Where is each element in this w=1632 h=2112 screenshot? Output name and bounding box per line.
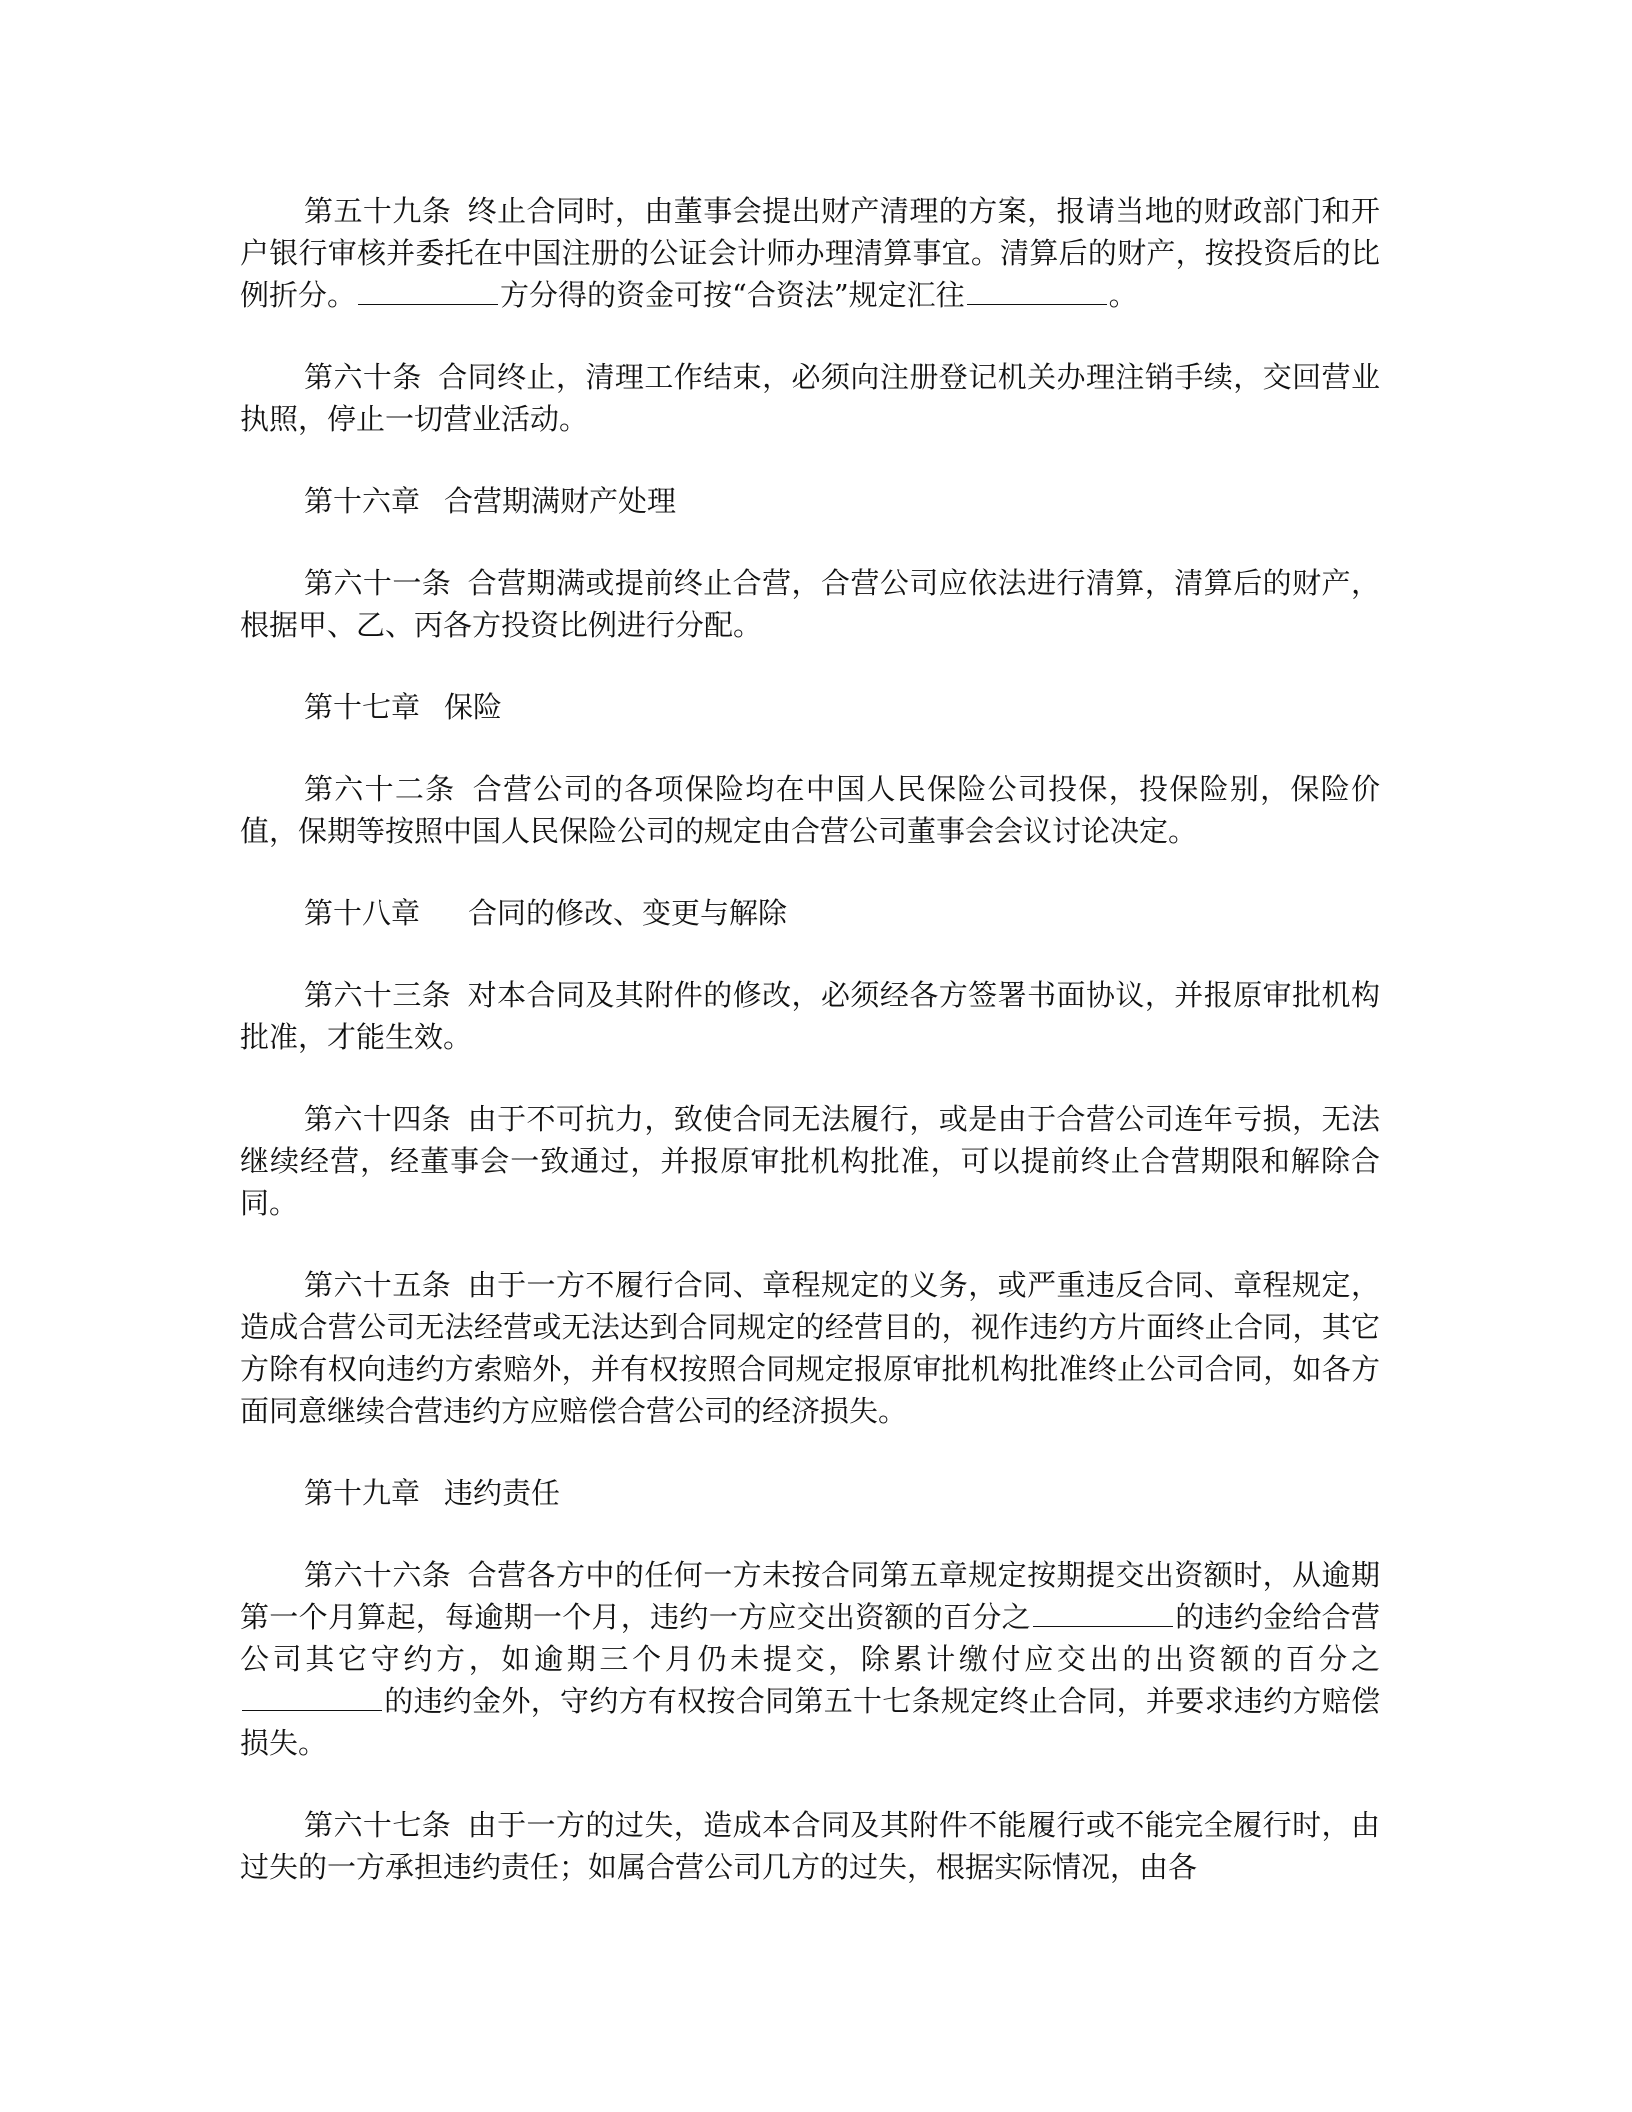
document-page (240, 190, 1380, 1928)
chapter-title: 违约责任 (444, 1476, 561, 1510)
article-text: 由于一方不履行合同、章程规定的义务，或严重违反合同、章程规定，造成合营公司无法经营或无法达到合同规定的经营目的，视作违约方片面终止合同，其它方除有权向违约方索赔外，并有权按照合同规定报原审批机构批准终止公司合同，如各方面同意继续合营违约方应赔偿合营公司的经济损失。 (240, 1268, 1380, 1428)
article-text: 的违约金给合营公司其它守约方，如逾期三个月仍未提交，除累计缴付应交出的出资额的百分之 (240, 1600, 1380, 1676)
article-text: 合营公司的各项保险均在中国人民保险公司投保，投保险别，保险价值，保期等按照中国人民保险公司的规定由合营公司董事会会议讨论决定。 (240, 772, 1380, 848)
article-label: 第六十条 (304, 360, 422, 394)
article-text: 对本合同及其附件的修改，必须经各方签署书面协议，并报原审批机构批准，才能生效。 (240, 978, 1380, 1054)
article-text: 合营期满或提前终止合营，合营公司应依法进行清算，清算后的财产，根据甲、乙、丙各方投资比例进行分配。 (240, 566, 1380, 642)
chapter-label: 第十八章 (304, 896, 421, 930)
chapter-label: 第十九章 (304, 1476, 421, 1510)
article-62 (240, 768, 1380, 852)
article-label: 第六十一条 (304, 566, 452, 600)
article-label: 第六十六条 (304, 1558, 452, 1592)
blank-line (358, 276, 498, 305)
article-61 (240, 562, 1380, 646)
chapter-label: 第十六章 (304, 484, 421, 518)
article-text: 合营各方中的任何一方未按合同第五章规定按期提交出资额时，从逾期第一个月算起，每逾期一个月，违约一方应交出资额的百分之 (240, 1558, 1380, 1634)
blank-line (1033, 1598, 1173, 1627)
blank-line (242, 1682, 382, 1711)
article-text: 由于一方的过失，造成本合同及其附件不能履行或不能完全履行时，由过失的一方承担违约责任；如属合营公司几方的过失，根据实际情况，由各 (240, 1808, 1380, 1884)
article-label: 第六十五条 (304, 1268, 452, 1302)
chapter-title: 合同的修改、变更与解除 (468, 896, 788, 930)
chapter-17-heading (240, 686, 1380, 728)
article-59 (240, 190, 1380, 316)
chapter-19-heading (240, 1472, 1380, 1514)
article-text: 方分得的资金可按“合资法”规定汇往 (500, 278, 965, 312)
article-63 (240, 974, 1380, 1058)
article-label: 第六十四条 (304, 1102, 452, 1136)
chapter-label: 第十七章 (304, 690, 421, 724)
article-label: 第六十二条 (304, 772, 456, 806)
article-64 (240, 1098, 1380, 1224)
article-66 (240, 1554, 1380, 1764)
article-text: 的违约金外，守约方有权按合同第五十七条规定终止合同，并要求违约方赔偿损失。 (240, 1684, 1380, 1760)
article-text: 终止合同时，由董事会提出财产清理的方案，报请当地的财政部门和开户银行审核并委托在中国注册的公证会计师办理清算事宜。清算后的财产，按投资后的比例折分。 (240, 194, 1380, 312)
blank-line (967, 276, 1107, 305)
article-67 (240, 1804, 1380, 1888)
article-65 (240, 1264, 1380, 1432)
article-60 (240, 356, 1380, 440)
article-text: 由于不可抗力，致使合同无法履行，或是由于合营公司连年亏损，无法继续经营，经董事会一致通过，并报原审批机构批准，可以提前终止合营期限和解除合同。 (240, 1102, 1380, 1220)
chapter-18-heading (240, 892, 1380, 934)
chapter-16-heading (240, 480, 1380, 522)
article-label: 第五十九条 (304, 194, 452, 228)
chapter-title: 合营期满财产处理 (444, 484, 677, 518)
chapter-title: 保险 (444, 690, 503, 724)
article-label: 第六十七条 (304, 1808, 452, 1842)
article-label: 第六十三条 (304, 978, 452, 1012)
article-text: 。 (1108, 278, 1138, 312)
article-text: 合同终止，清理工作结束，必须向注册登记机关办理注销手续，交回营业执照，停止一切营业活动。 (240, 360, 1380, 436)
